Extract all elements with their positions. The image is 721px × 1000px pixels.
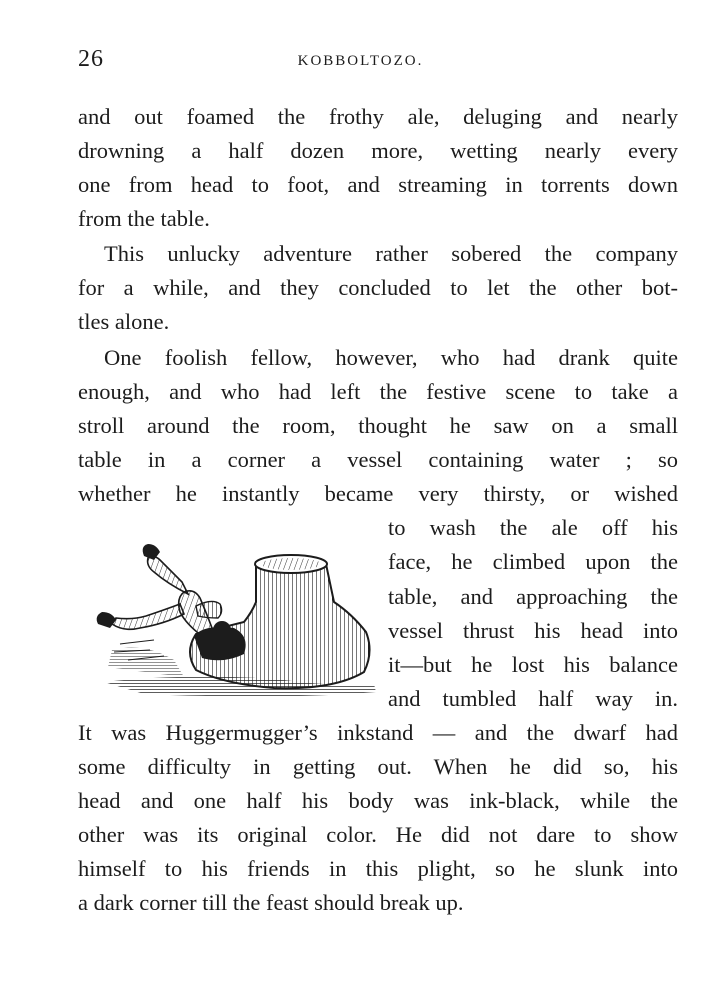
text-line: face, he climbed upon the bbox=[388, 549, 678, 574]
text-line: table, and approaching the bbox=[388, 584, 678, 609]
text-line: and tumbled half way in. bbox=[388, 686, 678, 711]
text-line: for a while, and they concluded to let the other bot- bbox=[78, 275, 678, 300]
text-line: other was its original color. He did not dare to show bbox=[78, 822, 678, 847]
text-line: stroll around the room, thought he saw on a small bbox=[78, 413, 678, 438]
inkstand-illustration bbox=[84, 532, 384, 702]
running-title: KOBBOLTOZO. bbox=[297, 53, 424, 69]
text-line: One foolish fellow, however, who had drank quite bbox=[104, 345, 678, 370]
text-line: It was Huggermugger’s inkstand — and the dwarf had bbox=[78, 720, 678, 745]
text-line: and out foamed the frothy ale, deluging and nearly bbox=[78, 104, 678, 129]
text-line: table in a corner a vessel containing water ; so bbox=[78, 447, 678, 472]
page-number: 26 bbox=[78, 46, 104, 72]
text-line: whether he instantly became very thirsty, or wished bbox=[78, 481, 678, 506]
text-line: some difficulty in getting out. When he did so, his bbox=[78, 754, 678, 779]
text-line: from the table. bbox=[78, 206, 210, 231]
text-line: enough, and who had left the festive scene to take a bbox=[78, 379, 678, 404]
text-line: head and one half his body was ink-black, while the bbox=[78, 788, 678, 813]
text-line: a dark corner till the feast should break up. bbox=[78, 890, 464, 915]
text-line: drowning a half dozen more, wetting nearly every bbox=[78, 138, 678, 163]
text-line: vessel thrust his head into bbox=[388, 618, 678, 643]
text-line: to wash the ale off his bbox=[388, 515, 678, 540]
text-line: tles alone. bbox=[78, 309, 170, 334]
page-header bbox=[0, 46, 721, 76]
text-line: This unlucky adventure rather sobered the company bbox=[104, 241, 678, 266]
text-line: one from head to foot, and streaming in torrents down bbox=[78, 172, 678, 197]
text-line: it—but he lost his balance bbox=[388, 652, 678, 677]
text-line: himself to his friends in this plight, so he slunk into bbox=[78, 856, 678, 881]
